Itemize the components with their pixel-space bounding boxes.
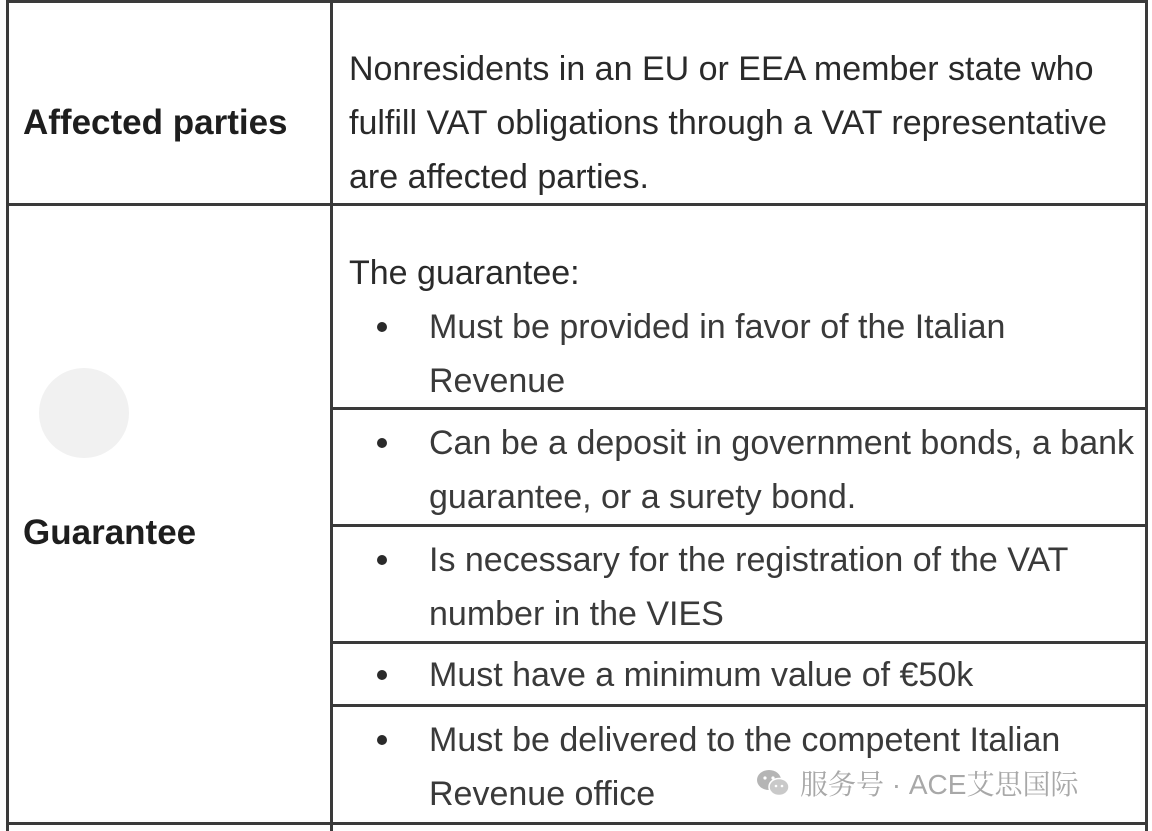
guarantee-bullet [379, 533, 1149, 641]
column-divider [330, 0, 333, 831]
guarantee-bullet [379, 416, 1149, 524]
wechat-watermark [756, 760, 1078, 806]
faint-circle-artifact [39, 368, 129, 458]
vat-info-table [6, 0, 1148, 831]
bullet-icon [377, 555, 387, 565]
watermark-text: 服务号 · ACE艾思国际 [800, 769, 1079, 800]
bullet-divider [333, 704, 1145, 707]
bullet-icon [377, 670, 387, 680]
table-bottom-border [9, 822, 1145, 825]
guarantee-bullet [379, 648, 1149, 702]
bullet-text: Must be delivered to the competent Italian Revenue office [429, 721, 1061, 813]
row-label-guarantee: Guarantee [23, 513, 197, 552]
row-label-affected-parties: Affected parties [23, 103, 288, 142]
table-top-border [9, 0, 1145, 3]
guarantee-intro: The guarantee: [349, 254, 580, 292]
bullet-text: Can be a deposit in government bonds, a bank guarantee, or a surety bond. [429, 424, 1135, 516]
bullet-divider [333, 641, 1145, 644]
bullet-icon [377, 322, 387, 332]
guarantee-bullet [379, 300, 1149, 408]
affected-parties-description: Nonresidents in an EU or EEA member state who fulfill VAT obligations through a VAT representative are affected parties. [349, 50, 1107, 196]
bullet-divider [333, 524, 1145, 527]
bullet-text: Must be provided in favor of the Italian Revenue [429, 308, 1006, 400]
bullet-text: Must have a minimum value of €50k [429, 656, 974, 694]
bullet-text: Is necessary for the registration of the VAT number in the VIES [429, 541, 1068, 633]
wechat-logo-icon [756, 769, 790, 797]
bullet-icon [377, 735, 387, 745]
bullet-icon [377, 438, 387, 448]
